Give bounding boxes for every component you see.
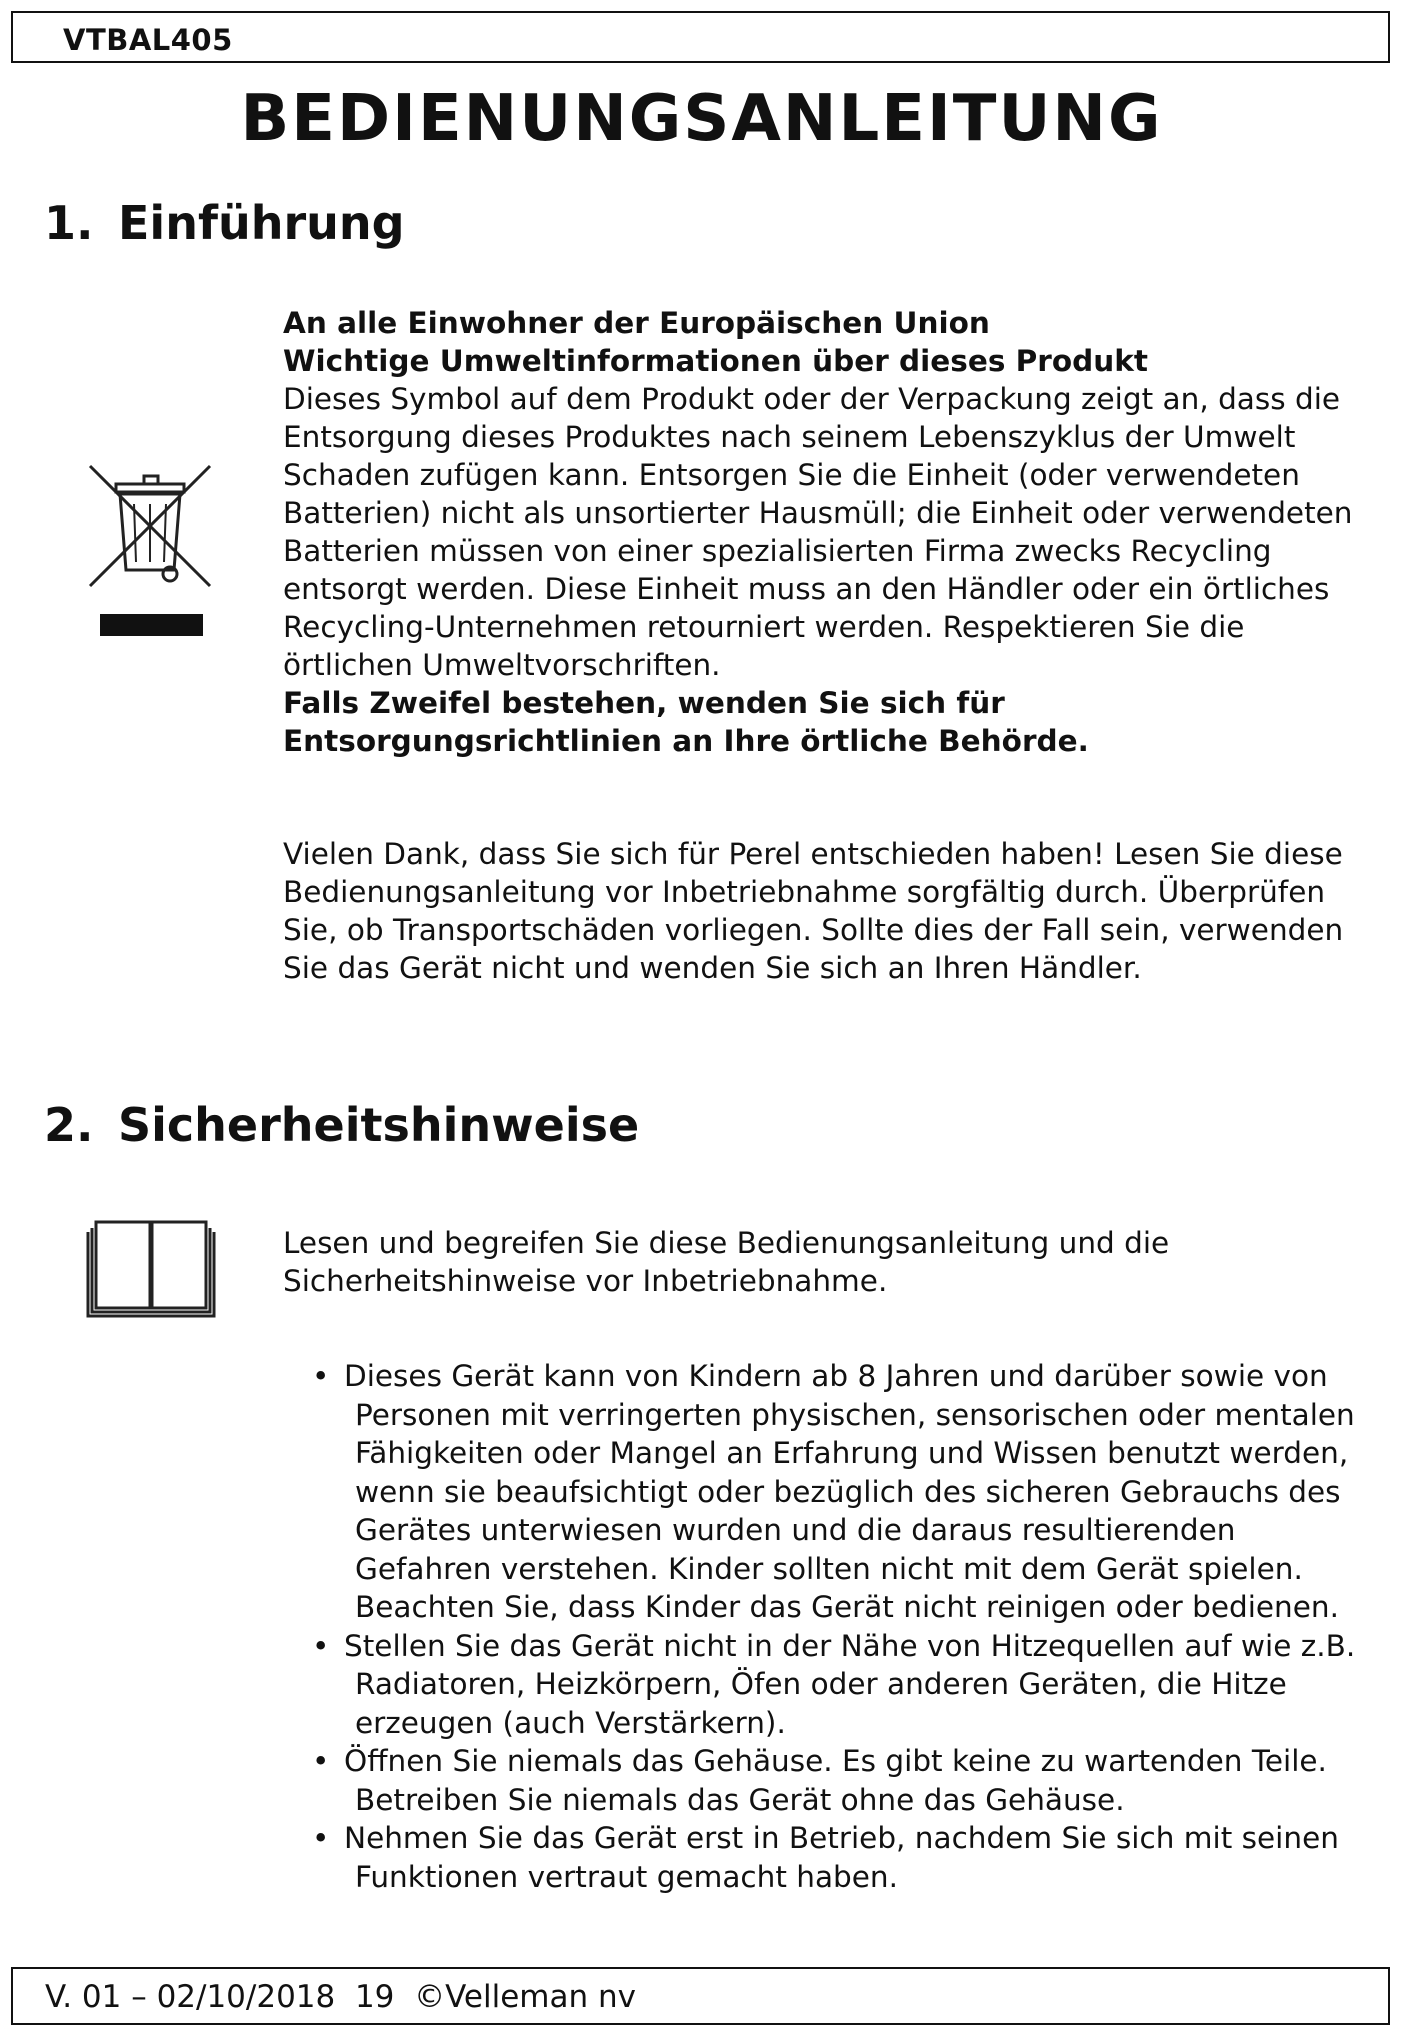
safety-bullet-list	[280, 1357, 1370, 1896]
safety-intro: Lesen und begreifen Sie diese Bedienungsanleitung und die Sicherheitshinweise vor Inbetriebnahme.	[283, 1226, 1170, 1298]
list-item	[280, 1742, 1370, 1819]
bullet-dot-icon: •	[312, 1359, 330, 1393]
bullet-text: Nehmen Sie das Gerät erst in Betrieb, nachdem Sie sich mit seinen Funktionen vertraut gemacht haben.	[344, 1821, 1339, 1894]
footer-box	[11, 1967, 1390, 2025]
section-2-number: 2.	[44, 1098, 94, 1152]
list-item	[280, 1357, 1370, 1627]
section-2-title: Sicherheitshinweise	[118, 1098, 640, 1152]
section-1-title: Einführung	[118, 196, 405, 250]
model-number: VTBAL405	[63, 23, 233, 57]
section-2-heading	[44, 1098, 639, 1152]
thanks-paragraph: Vielen Dank, dass Sie sich für Perel entschieden haben! Lesen Sie diese Bedienungsanleitung vor Inbetriebnahme sorgfältig durch. Überprüfen Sie, ob Transportschäden vorliegen. Sollte dies der Fall sein, verwenden Sie das Gerät nicht und wenden Sie sich an Ihren Händler.	[283, 837, 1344, 985]
list-item	[280, 1819, 1370, 1896]
eu-heading-1: An alle Einwohner der Europäischen Union	[283, 306, 990, 340]
section-1-heading	[44, 196, 405, 250]
bullet-text: Stellen Sie das Gerät nicht in der Nähe von Hitzequellen auf wie z.B. Radiatoren, Heizkörpern, Öfen oder anderen Geräten, die Hitze erzeugen (auch Verstärkern).	[344, 1628, 1356, 1740]
document-title: BEDIENUNGSANLEITUNG	[240, 82, 1163, 156]
section-1-number: 1.	[44, 196, 94, 250]
eu-body: Dieses Symbol auf dem Produkt oder der Verpackung zeigt an, dass die Entsorgung dieses Produktes nach seinem Lebenszyklus der Umwelt Schaden zufügen kann. Entsorgen Sie die Einheit (oder verwendeten Batterien) nicht als unsortierter Hausmüll; die Einheit oder verwendeten Batterien müssen von einer spezialisierten Firma zwecks Recycling entsorgt werden. Diese Einheit muss an den Händler oder ein örtliches Recycling-Unternehmen retourniert werden. Respektieren Sie die örtlichen Umweltvorschriften.	[283, 382, 1353, 682]
open-book-icon	[80, 1212, 222, 1322]
header-box	[11, 11, 1390, 63]
safety-intro-block	[283, 1224, 1363, 1300]
bullet-text: Dieses Gerät kann von Kindern ab 8 Jahren und darüber sowie von Personen mit verringerten physischen, sensorischen oder mentalen Fähigkeiten oder Mangel an Erfahrung und Wissen benutzt werden, wenn sie beaufsichtigt oder bezüglich des sicheren Gebrauchs des Gerätes unterwiesen wurden und die daraus resultierenden Gefahren verstehen. Kinder sollten nicht mit dem Gerät spielen. Beachten Sie, dass Kinder das Gerät nicht reinigen oder bedienen.	[344, 1359, 1355, 1624]
footer-text: V. 01 – 02/10/2018 19 ©Velleman nv	[45, 1979, 636, 2015]
eu-bold-note: Falls Zweifel bestehen, wenden Sie sich für Entsorgungsrichtlinien an Ihre örtliche Behörde.	[283, 686, 1089, 758]
bullet-dot-icon: •	[312, 1628, 330, 1663]
eu-heading-2: Wichtige Umweltinformationen über dieses Produkt	[283, 344, 1148, 378]
bullet-dot-icon: •	[312, 1821, 330, 1855]
eu-disposal-notice	[283, 304, 1363, 760]
list-item	[280, 1627, 1370, 1743]
bullet-dot-icon: •	[312, 1744, 330, 1778]
bullet-text: Öffnen Sie niemals das Gehäuse. Es gibt keine zu wartenden Teile. Betreiben Sie niemals das Gerät ohne das Gehäuse.	[344, 1744, 1327, 1817]
thanks-paragraph-block	[283, 835, 1363, 987]
crossed-out-wheelie-bin-icon	[86, 462, 216, 642]
